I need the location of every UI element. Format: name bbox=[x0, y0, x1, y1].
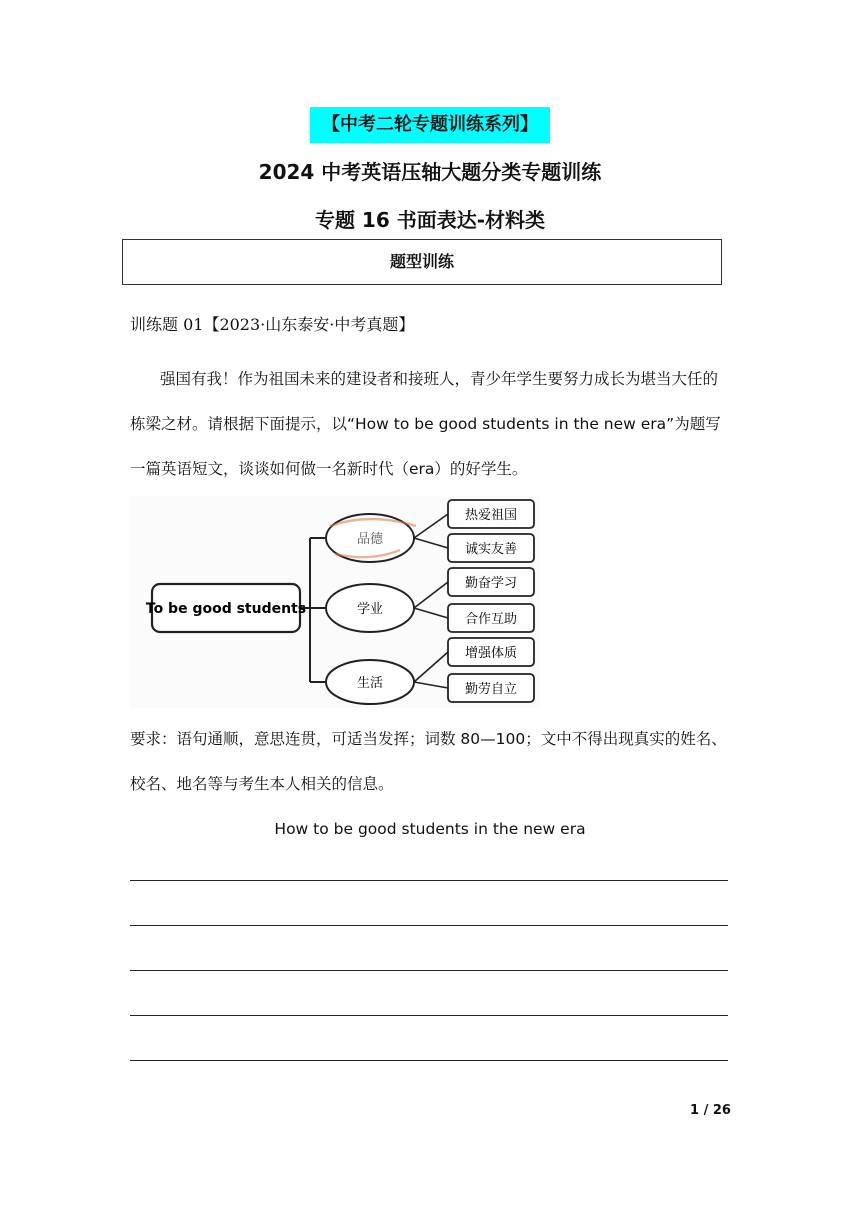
mind-map-branch-2: 学业 bbox=[356, 602, 384, 617]
page-number: 1 / 26 bbox=[690, 1103, 731, 1118]
mind-map-item: 合作互助 bbox=[464, 612, 518, 627]
answer-line[interactable] bbox=[130, 1060, 728, 1061]
mind-map-root: To be good students bbox=[145, 601, 307, 617]
section-header: 题型训练 bbox=[122, 239, 722, 285]
question-label: 训练题 01【2023·山东泰安·中考真题】 bbox=[130, 315, 415, 334]
mind-map-item: 热爱祖国 bbox=[464, 508, 518, 523]
answer-line[interactable] bbox=[130, 1015, 728, 1016]
document-title: 2024 中考英语压轴大题分类专题训练 bbox=[258, 160, 602, 184]
mind-map-item: 增强体质 bbox=[464, 646, 518, 661]
mind-map-branch-3: 生活 bbox=[356, 676, 384, 691]
answer-line[interactable] bbox=[130, 880, 728, 881]
question-paragraph: 强国有我！作为祖国未来的建设者和接班人，青少年学生要努力成长为堪当大任的栋梁之材。请根据下面提示，以“How to be good students in the new era”为题写一篇英语短文，谈谈如何做一名新时代（era）的好学生。 bbox=[130, 370, 721, 478]
essay-title: How to be good students in the new era bbox=[274, 820, 586, 838]
mind-map-item: 勤奋学习 bbox=[464, 576, 518, 591]
document-subtitle: 专题 16 书面表达-材料类 bbox=[314, 208, 546, 232]
answer-line[interactable] bbox=[130, 925, 728, 926]
series-tag: 【中考二轮专题训练系列】 bbox=[310, 107, 550, 143]
mind-map-branch-1: 品德 bbox=[356, 532, 384, 547]
mind-map-figure bbox=[130, 496, 540, 708]
requirements-text: 要求：语句通顺，意思连贯，可适当发挥；词数 80—100；文中不得出现真实的姓名、校名、地名等与考生本人相关的信息。 bbox=[130, 730, 727, 793]
answer-line[interactable] bbox=[130, 970, 728, 971]
mind-map-item: 诚实友善 bbox=[464, 542, 518, 557]
mind-map-item: 勤劳自立 bbox=[464, 682, 518, 697]
